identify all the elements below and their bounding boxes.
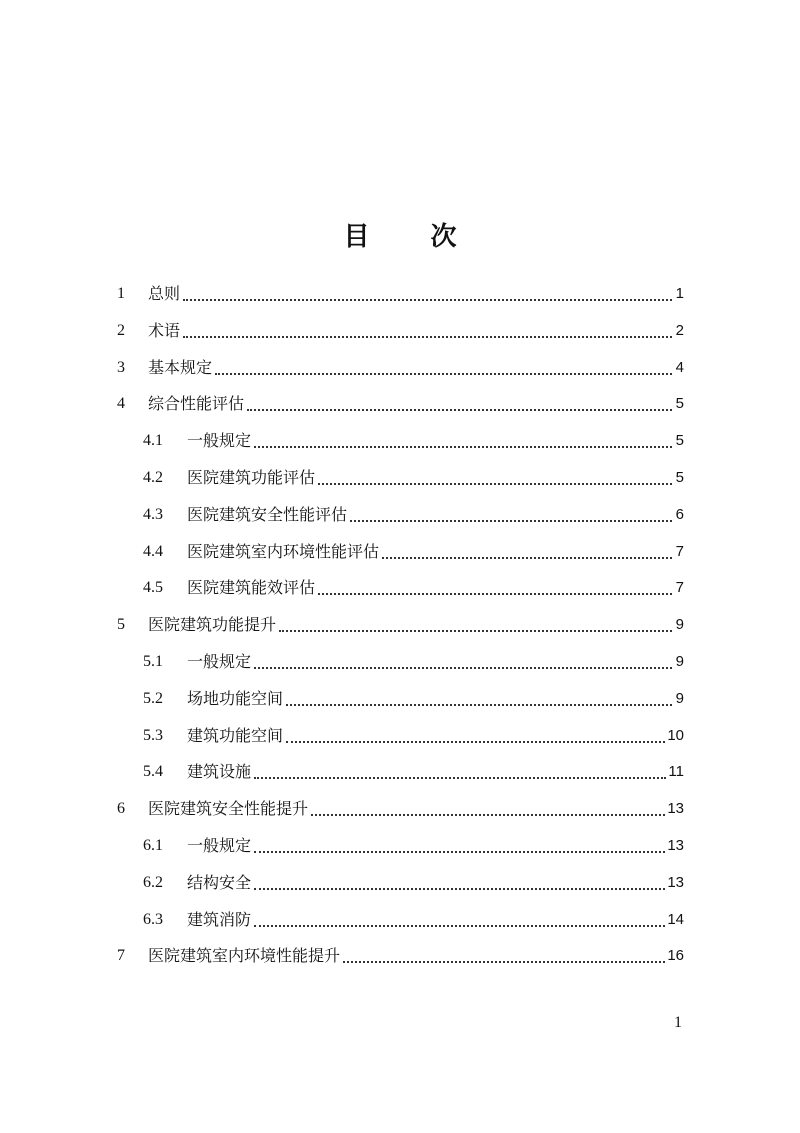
toc-entry-page: 9 [675, 653, 684, 670]
toc-entry-page: 11 [668, 763, 684, 781]
toc-entry-number: 4.5 [143, 579, 163, 597]
toc-entry-page: 9 [675, 616, 684, 634]
toc-entry-title: 医院建筑室内环境性能提升 [148, 946, 341, 966]
toc-entry-title: 建筑功能空间 [187, 725, 284, 745]
dot-leader [183, 278, 674, 310]
toc-entry-title: 医院建筑安全性能评估 [187, 504, 348, 524]
dot-leader [350, 499, 674, 531]
dot-leader [311, 793, 667, 825]
toc-entry-number: 4 [117, 395, 125, 413]
toc-entry-page: 13 [667, 800, 684, 818]
dot-leader [254, 425, 674, 457]
dot-leader [254, 830, 667, 862]
toc-entry[interactable] [143, 683, 684, 715]
toc-entry-number: 5.4 [143, 763, 163, 781]
toc-entry-page: 2 [675, 321, 684, 339]
toc-entry-number: 5 [117, 616, 125, 634]
toc-entry-page: 7 [675, 579, 684, 597]
toc-entry[interactable] [117, 278, 684, 310]
toc-entry-number: 2 [117, 321, 125, 339]
dot-leader [254, 646, 674, 678]
toc-entry-number: 5.2 [143, 689, 163, 707]
dot-leader [254, 867, 667, 899]
toc-entry[interactable] [143, 720, 684, 752]
toc-entry-page: 5 [675, 432, 684, 450]
toc-entry-number: 6.1 [143, 837, 163, 854]
dot-leader [254, 756, 668, 788]
toc-entry-page: 10 [667, 726, 684, 744]
dot-leader [286, 683, 674, 715]
toc-entry[interactable] [117, 793, 684, 825]
page-title: 目 次 [343, 222, 483, 252]
toc-entry[interactable] [117, 940, 684, 972]
toc-entry[interactable] [143, 425, 684, 457]
toc-entry-title: 一般规定 [187, 652, 252, 671]
toc-entry[interactable] [143, 646, 684, 678]
dot-leader [183, 315, 674, 347]
toc-entry-page: 4 [675, 358, 684, 376]
toc-entry-page: 16 [667, 947, 684, 965]
toc-entry-page: 7 [675, 542, 684, 560]
toc-entry-number: 7 [117, 947, 125, 965]
toc-entry-number: 4.3 [143, 505, 163, 523]
toc-entry-page: 5 [675, 469, 684, 486]
toc-entry-number: 6.3 [143, 910, 163, 928]
toc-entry[interactable] [117, 609, 684, 641]
dot-leader [286, 720, 667, 752]
toc-entry-title: 场地功能空间 [187, 688, 284, 708]
toc-entry-title: 一般规定 [187, 836, 252, 855]
toc-entry-number: 6 [117, 800, 125, 818]
dot-leader [343, 940, 667, 972]
toc-entry-page: 13 [667, 873, 684, 891]
toc-entry-number: 5.3 [143, 726, 163, 744]
toc-entry-title: 术语 [148, 320, 181, 340]
toc-entry-page: 5 [675, 395, 684, 413]
toc-entry[interactable] [143, 830, 684, 862]
toc-entry[interactable] [117, 388, 684, 420]
toc-entry-title: 一般规定 [187, 431, 252, 451]
toc-entry[interactable] [143, 867, 684, 899]
toc-entry-number: 6.2 [143, 873, 163, 891]
toc-entry-title: 医院建筑能效评估 [187, 578, 316, 598]
page-number: 1 [674, 1014, 682, 1031]
toc-entry-title: 结构安全 [187, 872, 252, 892]
toc-entry-page: 9 [675, 689, 684, 707]
toc-entry[interactable] [117, 352, 684, 384]
toc-entry[interactable] [143, 499, 684, 531]
toc-entry-page: 1 [675, 285, 684, 302]
dot-leader [382, 536, 674, 568]
toc-entry[interactable] [143, 536, 684, 568]
dot-leader [318, 572, 674, 604]
toc-entry-title: 建筑设施 [187, 762, 252, 782]
toc-entry-page: 13 [667, 837, 684, 854]
toc-entry-number: 4.2 [143, 469, 163, 486]
toc-entry-number: 4.1 [143, 432, 163, 450]
toc-entry[interactable] [143, 462, 684, 494]
toc-entry[interactable] [117, 315, 684, 347]
toc-entry-title: 医院建筑安全性能提升 [148, 799, 309, 819]
dot-leader [215, 352, 674, 384]
toc-entry[interactable] [143, 572, 684, 604]
toc-entry-number: 5.1 [143, 653, 163, 670]
toc-entry-title: 基本规定 [148, 357, 213, 377]
toc-entry-number: 3 [117, 358, 125, 376]
toc-entry-page: 6 [675, 505, 684, 523]
dot-leader [254, 904, 667, 936]
toc-entry-title: 建筑消防 [187, 909, 252, 929]
toc-entry[interactable] [143, 904, 684, 936]
dot-leader [247, 388, 674, 420]
toc-entry-title: 综合性能评估 [148, 394, 245, 414]
toc-entry-title: 医院建筑功能评估 [187, 468, 316, 487]
toc-entry-number: 4.4 [143, 542, 163, 560]
toc-entry-number: 1 [117, 285, 125, 302]
dot-leader [279, 609, 674, 641]
dot-leader [318, 462, 674, 494]
toc-entry-title: 医院建筑功能提升 [148, 615, 277, 635]
toc-entry-title: 总则 [148, 284, 181, 303]
toc-entry-page: 14 [667, 910, 684, 928]
toc-entry[interactable] [143, 756, 684, 788]
toc-entry-title: 医院建筑室内环境性能评估 [187, 541, 380, 561]
